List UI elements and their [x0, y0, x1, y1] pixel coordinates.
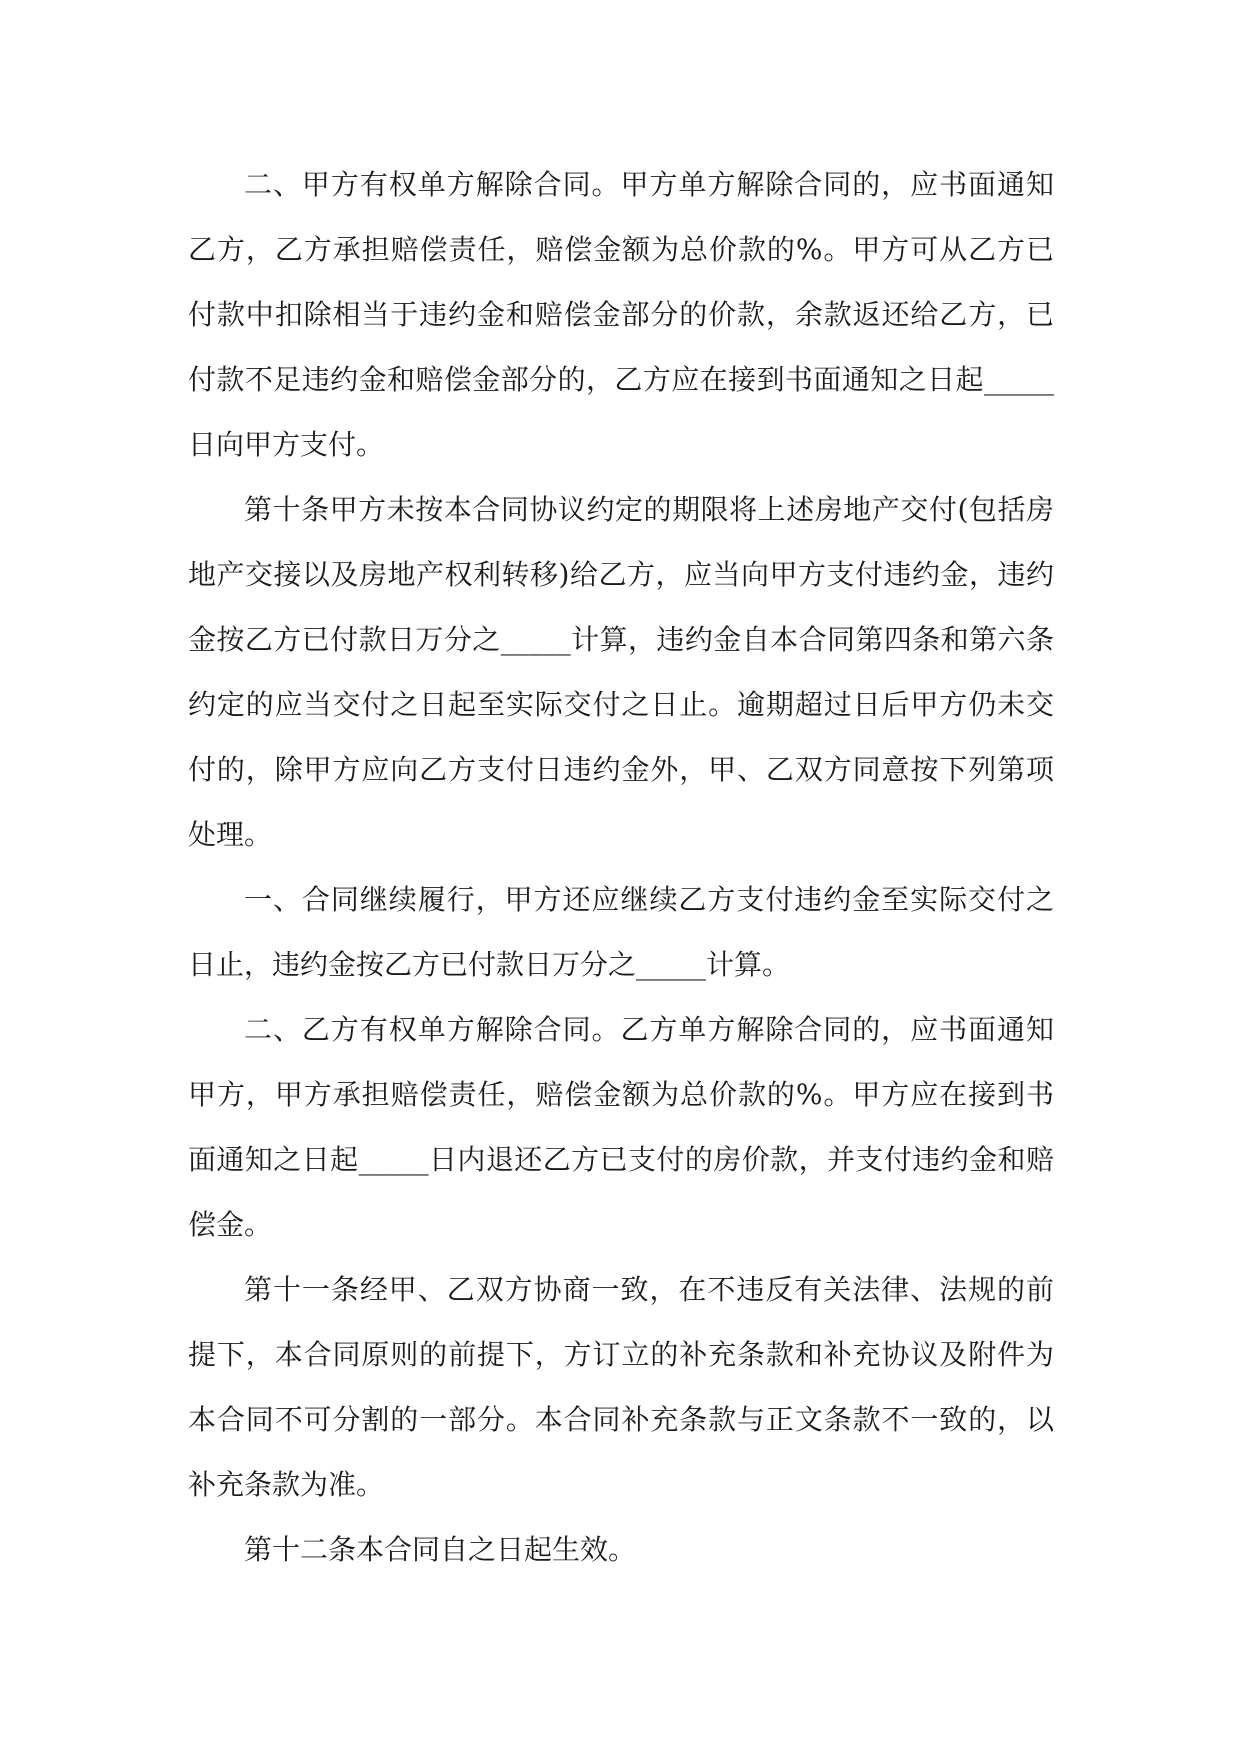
- document-body: [188, 152, 1054, 1582]
- paragraph-article-12: 第十二条本合同自之日起生效。: [244, 1533, 637, 1566]
- paragraph-article-11: 第十一条经甲、乙双方协商一致，在不违反有关法律、法规的前提下，本合同原则的前提下，方订立的补充条款和补充协议及附件为本合同不可分割的一部分。本合同补充条款与正文条款不一致的，以补充条款为准。: [188, 1273, 1054, 1501]
- paragraph-article-10: 第十条甲方未按本合同协议约定的期限将上述房地产交付(包括房地产交接以及房地产权利转移)给乙方，应当向甲方支付违约金，违约金按乙方已付款日万分之_____计算，违约金自本合同第四条和第六条约定的应当交付之日起至实际交付之日止。逾期超过日后甲方仍未交付的，除甲方应向乙方支付日违约金外，甲、乙双方同意按下列第项处理。: [188, 493, 1054, 851]
- paragraph-continue-performance: 一、合同继续履行，甲方还应继续乙方支付违约金至实际交付之日止，违约金按乙方已付款日万分之_____计算。: [188, 883, 1054, 981]
- paragraph-termination-by-party-b: 二、乙方有权单方解除合同。乙方单方解除合同的，应书面通知甲方，甲方承担赔偿责任，赔偿金额为总价款的%。甲方应在接到书面通知之日起_____日内退还乙方已支付的房价款，并支付违约金和赔偿金。: [188, 1013, 1054, 1241]
- paragraph-termination-by-party-a: 二、甲方有权单方解除合同。甲方单方解除合同的，应书面通知乙方，乙方承担赔偿责任，赔偿金额为总价款的%。甲方可从乙方已付款中扣除相当于违约金和赔偿金部分的价款，余款返还给乙方，已付款不足违约金和赔偿金部分的，乙方应在接到书面通知之日起_____日向甲方支付。: [188, 168, 1054, 461]
